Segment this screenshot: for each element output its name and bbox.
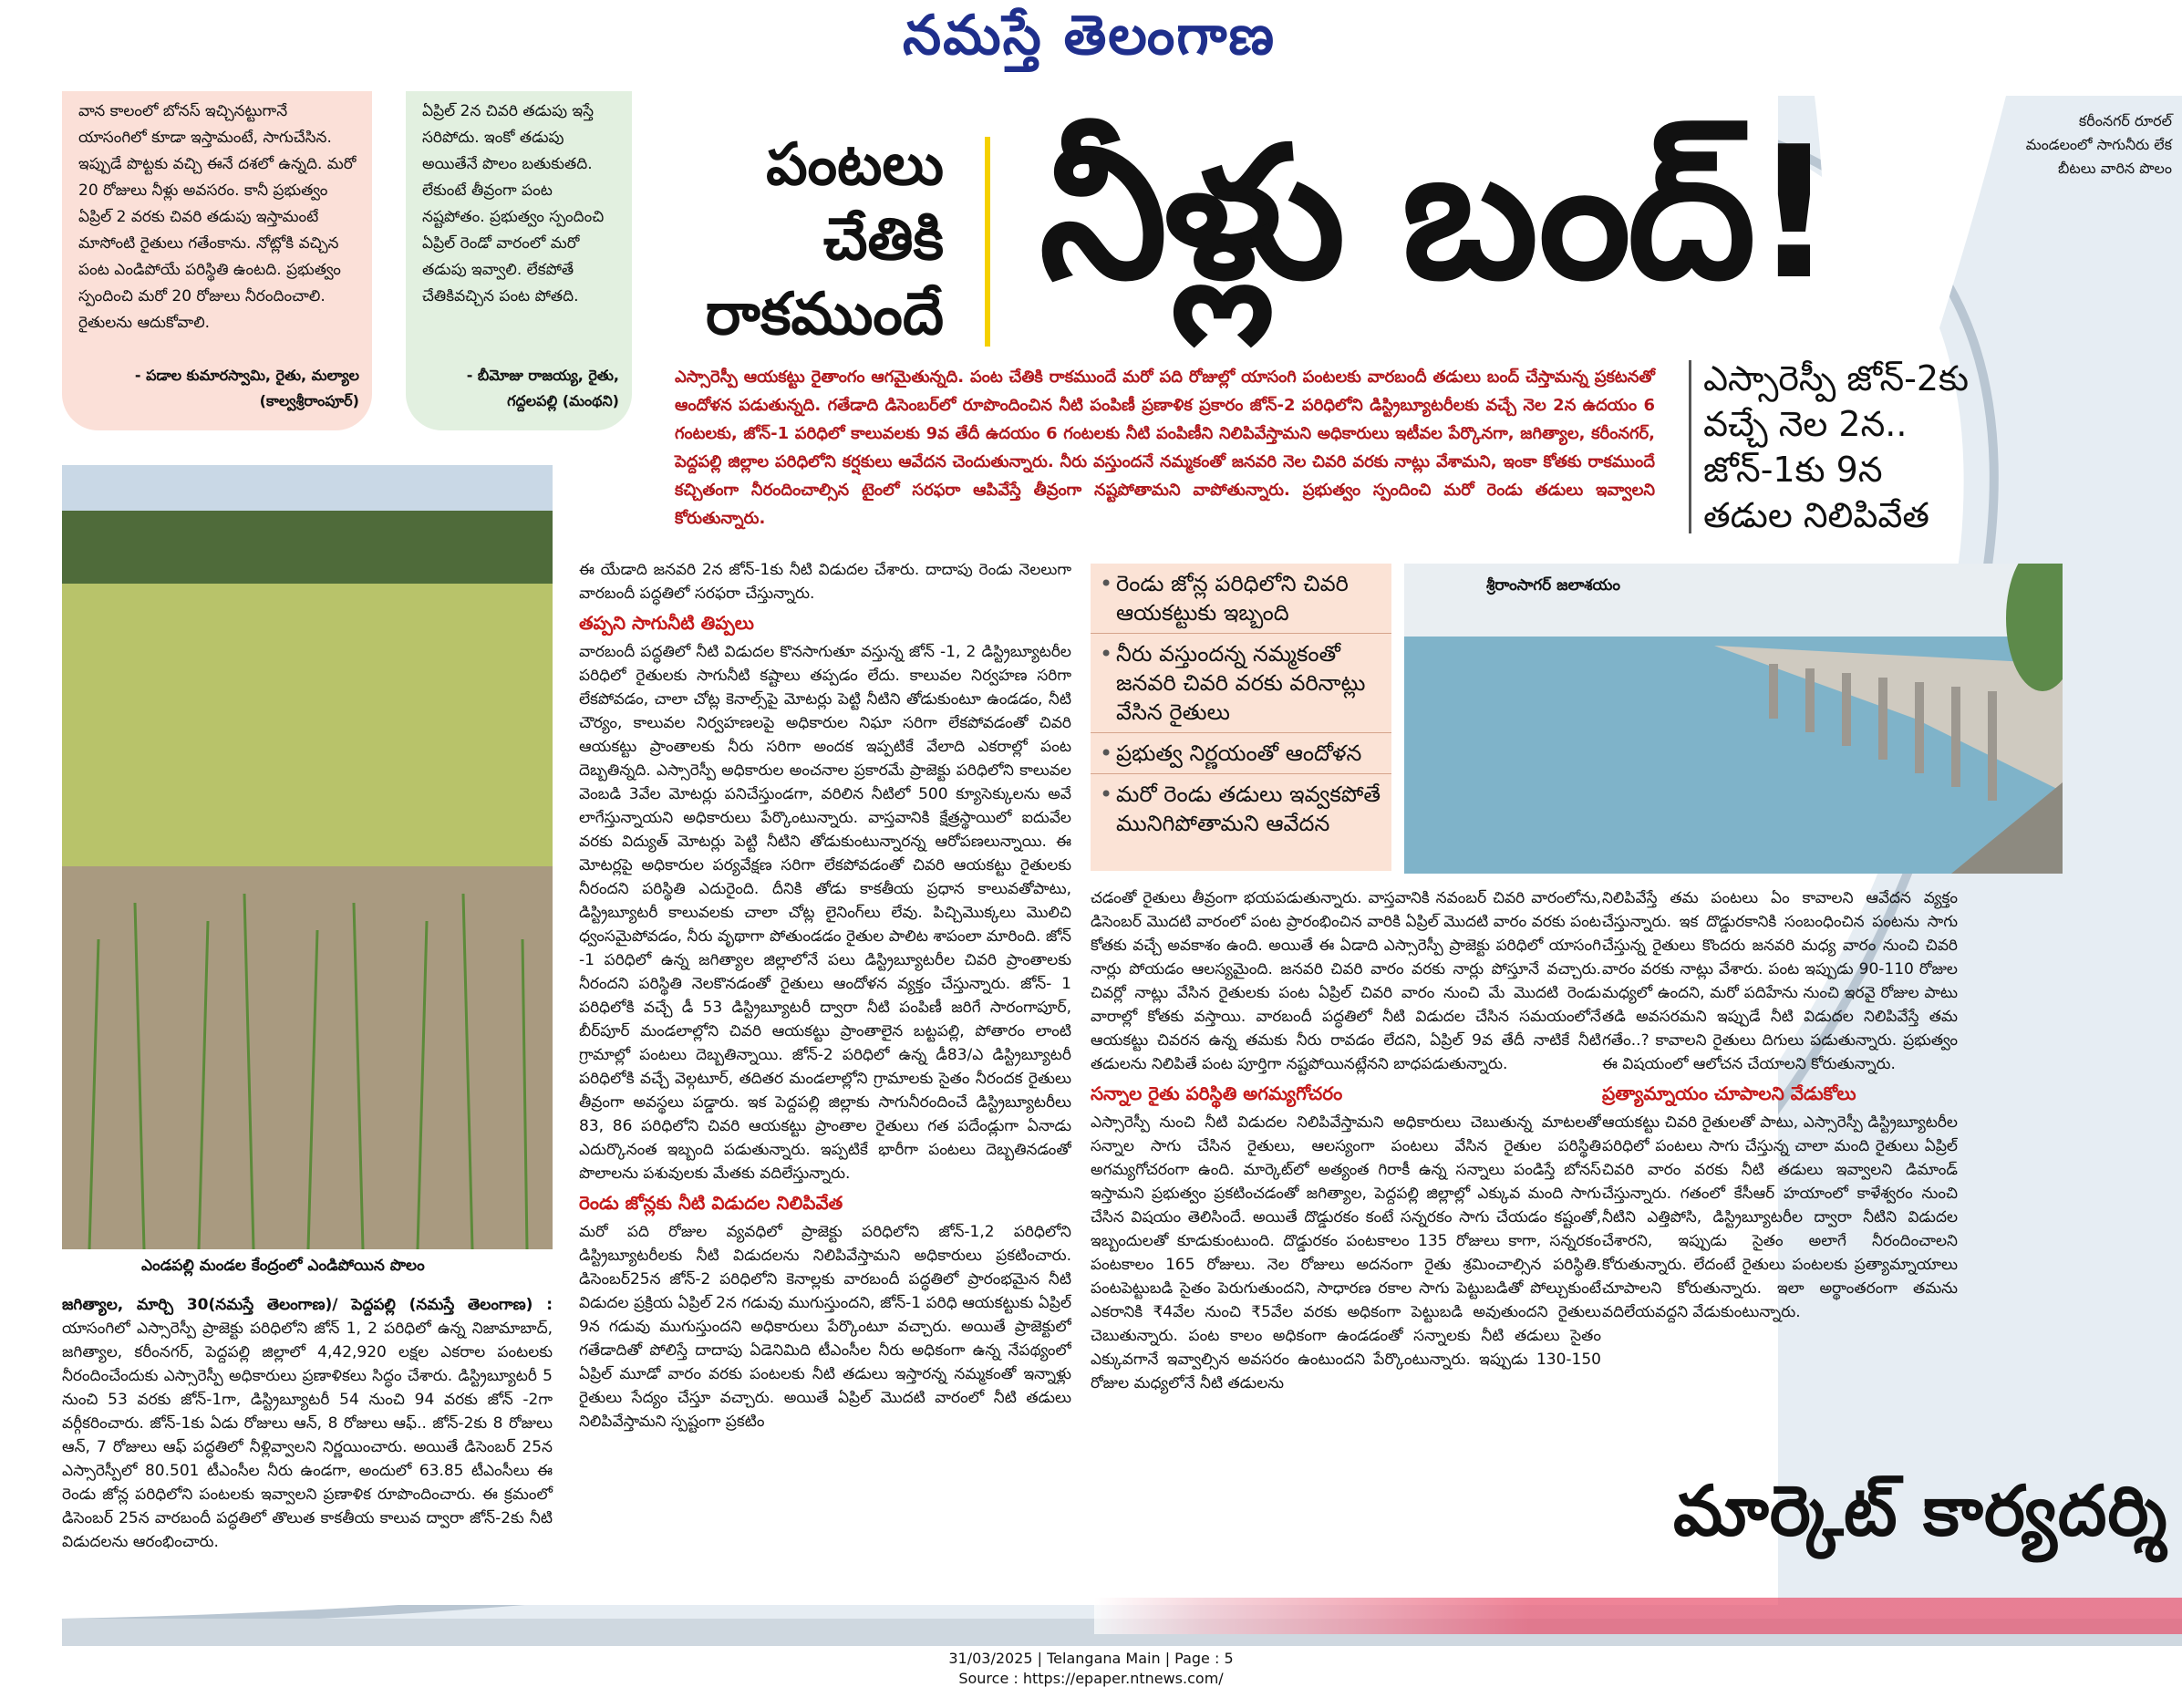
article-column-4 <box>1602 886 1958 1397</box>
subhead: రెండు జోన్లకు నీటి విడుదల నిలిపివేత <box>579 1192 843 1214</box>
deck-line: ఎస్సారెస్పీ జోన్-2కు <box>1703 358 1970 399</box>
column-lead: ఈ యేడాది జనవరి 2న జోన్-1కు నీటి విడుదల చేశారు. దాదాపు రెండు నెలలుగా వారబందీ పద్ధతిలో సరఫరా చేస్తున్నారు. <box>579 561 1071 603</box>
column-text: యాసంగిలో ఎస్సారెస్పీ ప్రాజెక్టు పరిధిలోని జోన్ 1, 2 పరిధిలో ఉన్న నిజామాబాద్, జగిత్యాల, కరీంనగర్, పెద్దపల్లి జిల్లాలో 4,42,920 లక్షల ఎకరాల పంటలకు నీరందించేందుకు ఎస్సారెస్పీ అధికారులు ప్రణాళికలు సిద్ధం చేశారు. డిస్ట్రిబ్యూటరీ 5 నుంచి 53 వరకు జోన్-1గా, డిస్ట్రిబ్యూటరీ 54 నుంచి 94 వరకు జోన్ -2గా వర్గీకరించారు. జోన్-1కు ఏడు రోజులు ఆన్, 8 రోజులు ఆఫ్.. జోన్-2కు 8 రోజులు ఆన్, 7 రోజులు ఆఫ్ పద్ధతిలో నీళ్లివ్వాలని నిర్ణయించారు. అయితే డిసెంబర్ 25న ఎస్సారెస్పీలో 80.501 టీఎంసీల నీరు ఉండగా, అందులో 63.85 టీఎంసీలు ఈ రెండు జోన్ల పరిధిలోని పంటలకు ఇవ్వాలని ప్రణాళిక రూపొందించారు. ఈ క్రమంలో డిసెంబర్ 25న వారబందీ పద్ధతిలో తొలుత కాకతీయ కాలువ ద్వారా జోన్-2కు నీటి విడుదలను ఆరంభించారు. <box>62 1320 553 1551</box>
footer-date: 31/03/2025 | Telangana Main | Page : 5 <box>948 1650 1234 1667</box>
article-column-1 <box>62 1293 553 1554</box>
kicker-bar <box>985 137 990 347</box>
deck <box>1703 356 1969 538</box>
deck-rule <box>1689 360 1691 533</box>
photo-caption: శ్రీరాంసాగర్ జలాశయం <box>1486 576 1621 595</box>
footer <box>0 1649 2182 1689</box>
deck-line: తడుల నిలిపివేత <box>1703 495 1929 535</box>
column-text: ఆయకట్టు చివరి రైతులతో పాటు, ఎస్సారెస్పీ డిస్ట్రిబ్యూటరీల పరిధిలో పంటలు సాగు చేస్తున్న చాలా మంది రైతులు ఏప్రిల్ చివరి వారం వరకు నీటి తడులు ఇవ్వాలని డిమాండ్ చేస్తున్నారు. గతంలో కేసీఆర్ హయాంలో కాళేశ్వరం నుంచి నీటిని ఎత్తిపోసి, డిస్ట్రిబ్యూటరీల ద్వారా నీటిని విడుదల చేశారని, ఇప్పుడు సైతం అలాగే నీరందించాలని కోరుతున్నారు. లేదంటే రైతులు పంటలకు ప్రత్యామ్నాయాలు చూపాలని కోరుతున్నారు. ఇలా అర్థాంతరంగా తమను వదిలేయవద్దని వేడుకుంటున్నారు. <box>1602 1113 1958 1321</box>
column-text: ఎస్సారెస్పీ నుంచి నీటి విడుదల నిలిపివేస్తామని అధికారులు చెబుతున్న మాటలతో సన్నాల సాగు చేసిన రైతులు, ఆలస్యంగా పంటలు వేసిన రైతుల పరిస్థితి అగమ్యగోచరంగా ఉంది. మార్కెట్‌లో అత్యంత గిరాకీ ఉన్న సన్నాలు పండిస్తే బోనస్ ఇస్తామని ప్రభుత్వం ప్రకటించడంతో జగిత్యాల, పెద్దపల్లి జిల్లాల్లో ఎక్కువ మంది సాగు చేసిన విషయం తెలిసిందే. అయితే దొడ్డురకం కంటే సన్నరకం సాగు చేయడం కష్టంతో, ఇబ్బందులతో కూడుకుంటుంది. దొడ్డురకం పంటకాలం 135 రోజులు కాగా, సన్నరకం పంటకాలం 165 రోజులు. నెల రోజులు అదనంగా రైతు శ్రమించాల్సిన పరిస్థితి. పంటపెట్టుబడి సైతం పెరుగుతుందని, సాధారణ రకాల సాగు పెట్టుబడితో పోల్చుకుంటే ఎకరానికి ₹4వేల నుంచి ₹5వేల వరకు అధికంగా పెట్టుబడి అవుతుందని రైతులు చెబుతున్నారు. పంట కాలం అధికంగా ఉండడంతో సన్నాలకు నీటి తడులు సైతం ఎక్కువగానే ఇవ్వాల్సిన అవసరం ఉంటుందని పేర్కొంటున్నారు. ఇప్పుడు 130-150 రోజుల మధ్యలోనే నీటి తడులను <box>1091 1113 1601 1392</box>
footer-source: Source : https://epaper.ntnews.com/ <box>958 1670 1224 1687</box>
farmer-quote-box-1 <box>62 91 372 430</box>
column-text: చడంతో రైతులు తీవ్రంగా భయపడుతున్నారు. వాస్తవానికి నవంబర్ చివరి వారంలోను, డిసెంబర్ మొదటి వారంలో పంట ప్రారంభించిన వారికి ఏప్రిల్ మొదటి వారం వరకు పంట కోతకు వచ్చే అవకాశం ఉంది. అయితే ఈ ఏడాది ఎస్సారెస్పీ ప్రాజెక్టు పరిధిలో యాసంగి నార్లు పోయడం ఆలస్యమైంది. జనవరి చివరి వారం వరకు నార్లు పోస్తూనే వచ్చారు. చివర్లో నాట్లు వేసిన రైతులకు పంట ఏప్రిల్ చివరి వారం నుంచి మే మొదటి రెండు వారాల్లో కోతకు వస్తాయి. వారబందీ పద్ధతిలో నీటి విడుదల చేసిన సమయంలోనే ఆయకట్టు చివరన ఉన్న తమకు నీరు రావడం లేదని, ఏప్రిల్ 9వ తేదీ నాటికే నీటి తడులను నిలిపితే పంట పూర్తిగా నష్టపోయినట్లేనని బాధపడుతున్నారు. <box>1091 889 1601 1073</box>
field-image <box>62 465 553 1249</box>
highlight-item: • ప్రభుత్వ నిర్ణయంతో ఆందోళన <box>1091 733 1391 774</box>
column-text: మరో పది రోజుల వ్యవధిలో ప్రాజెక్టు పరిధిలోని జోన్-1,2 పరిధిలోని డిస్ట్రిబ్యూటరీలకు నీటి విడుదలను నిలిపివేస్తామని అధికారులు ప్రకటించారు. డిసెంబర్25న జోన్-2 పరిధిలోని కెనాల్లకు వారబందీ పద్ధతిలో ప్రారంభమైన నీటి విడుదల ప్రక్రియ ఏప్రిల్ 2న గడువు ముగుస్తుందని, జోన్-1 పరిధి ఆయకట్టుకు ఏప్రిల్ 9న గడువు ముగుస్తుందని అధికారులు పేర్కొంటూ వచ్చారు. అయితే ప్రాజెక్టులో గతేడాదితో పోలిస్తే దాదాపు ఏడెనిమిది టీఎంసీల నీరు అధికంగా ఉన్న నేపథ్యంలో ఏప్రిల్ మూడో వారం వరకు పంటలకు నీటి తడులు ఇస్తారన్న నమ్మకంతో ఇన్నాళ్లు రైతులు సేద్యం చేస్తూ వచ్చారు. అయితే ఏప్రిల్ మొదటి వారంలో నీటి తడులు నిలిపివేస్తామని స్పష్టంగా ప్రకటిం <box>579 1223 1071 1431</box>
highlights-box <box>1091 564 1391 871</box>
kicker-line: చేతికి <box>822 206 944 274</box>
dateline: జగిత్యాల, మార్చి 30(నమస్తే తెలంగాణ)/ పెద్దపల్లి (నమస్తే తెలంగాణ) : <box>62 1296 553 1314</box>
reservoir-photo <box>1404 564 2063 874</box>
kicker-line: రాకముందే <box>705 281 944 348</box>
teaser-headline-strip <box>1094 1598 2182 1634</box>
article-column-2 <box>579 558 1071 1607</box>
next-article-headline: మార్కెట్ కార్యదర్శి <box>1673 1470 2168 1551</box>
photo-caption: ఎండపల్లి మండల కేంద్రంలో ఎండిపోయిన పొలం <box>141 1257 425 1275</box>
deck-line: జోన్-1కు 9న <box>1703 450 1883 490</box>
quote-signature: - బీమోజు రాజయ్య, రైతు, గద్దలపల్లి (మంథని) <box>466 367 619 409</box>
farmer-quote-box-2 <box>406 91 632 430</box>
standfirst: ఎస్సారెస్పీ ఆయకట్టు రైతాంగం ఆగమైతున్నది. పంట చేతికి రాకముందే మరో పది రోజుల్లో యాసంగి పంటలకు వారబందీ తడులు బంద్ చేస్తామన్న ప్రకటనతో ఆందోళన పడుతున్నది. గతేడాది డిసెంబర్‌లో రూపొందించిన నీటి పంపిణీ ప్రణాళిక ప్రకారం జోన్-2 పరిధిలోని డిస్ట్రిబ్యూటరీలకు వచ్చే నెల 2న ఉదయం 6 గంటలకు, జోన్-1 పరిధిలో కాలువలకు 9వ తేదీ ఉదయం 6 గంటలకు నీటి పంపిణీని నిలిపివేస్తామని అధికారులు ఇటీవల పేర్కొనగా, జగిత్యాల, కరీంనగర్, పెద్దపల్లి జిల్లాల పరిధిలోని కర్షకులు ఆవేదన చెందుతున్నారు. నీరు వస్తుందనే నమ్మకంతో జనవరి నెల చివరి వరకు నాట్లు వేశామని, ఇంకా కోతకు రాకముందే కచ్చితంగా నీరందించాల్సిన టైంలో సరఫరా ఆపివేస్తే తీవ్రంగా నష్టపోతామని వాపోతున్నారు. ప్రభుత్వం స్పందించి మరో రెండు తడులు ఇవ్వాలని కోరుతున్నారు. <box>675 367 1655 528</box>
subhead: తప్పని సాగునీటి తిప్పలు <box>579 612 754 634</box>
kicker-line: పంటలు <box>766 131 944 199</box>
article-column-3 <box>1091 886 1601 1461</box>
column-text: నిలిపివేస్తే తమ పంటలు ఏం కావాలని ఆవేదన వ్యక్తం చేస్తున్నారు. ఇక దొడ్డురకానికి సంబంధించిన పంటను సాగు చేస్తున్న రైతులు కొందరు జనవరి మధ్య వారం నుంచి చివరి వారం వరకు నాట్లు వేశారు. పంట ఇప్పుడు 90-110 రోజుల మధ్యలో ఉందని, మరో పదిహేను నుంచి ఇరవై రోజుల పాటు తడి అవసరమని ఇప్పుడే నీటి విడుదల నిలిపివేస్తే తమ గతేం..? కావాలని రైతులు దిగులు పడుతున్నారు. ప్రభుత్వం ఈ విషయంలో ఆలోచన చేయాలని కోరుతున్నారు. <box>1602 889 1958 1073</box>
highlight-item: • రెండు జోన్ల పరిధిలోని చివరి ఆయకట్టుకు ఇబ్బంది <box>1091 564 1391 634</box>
dried-field-photo <box>62 465 553 1249</box>
column-text: వారబందీ పద్ధతిలో నీటి విడుదల కొనసాగుతూ వస్తున్న జోన్ -1, 2 డిస్ట్రిబ్యూటరీల పరిధిలో రైతులకు సాగునీటి కష్టాలు తప్పడం లేదు. కాలువల నిర్వహణ సరిగా లేకపోవడం, చాలా చోట్ల కెనాల్స్‌పై మోటర్లు పెట్టి నీటిని తోడుకుంటూ ఉండడం, నీటి చౌర్యం, కాలువల నిర్వహణలపై అధికారుల నిఘా సరిగా లేకపోవడంతో చివరి ఆయకట్టు ప్రాంతాలకు నీరు సరిగా అందక ఇప్పటికే వేలాది ఎకరాల్లో పంట దెబ్బతిన్నది. ఎస్సారెస్పీ అధికారుల అంచనాల ప్రకారమే ప్రాజెక్టు పరిధిలోని కాలువల వెంబడి 3వేల మోటర్లు పనిచేస్తుండగా, వరిలిన నీటిలో 500 క్యూసెక్కులను అవే లాగేస్తున్నాయని అధికారులు పేర్కొంటున్నారు. వాస్తవానికి క్షేత్రస్థాయిలో ఐదువేల వరకు విద్యుత్ మోటర్లు పెట్టి నీటిని తోడుకుంటున్నారన్న ఆరోపణలున్నాయి. ఈ మోటర్లపై అధికారుల పర్యవేక్షణ సరిగా లేకపోవడంతో చివరి ఆయకట్టు రైతులకు నీరందని పరిస్థితి ఎదురైంది. దీనికి తోడు కాకతీయ ప్రధాన కాలువతోపాటు, డిస్ట్రిబ్యూటరీ కాలువలకు చాలా చోట్ల లైనింగ్‌లు లేవు. పిచ్చిమొక్కలు మొలిచి ధ్వంసమైపోవడం, నీరు వృథాగా పోతుండడం రైతుల పాలిట శాపంలా మారింది. జోన్ -1 పరిధిలో ఉన్న జగిత్యాల జిల్లాలోనే పలు డిస్ట్రిబ్యూటరీల చివరి ప్రాంతాలకు నీరందని పరిస్థితి నెలకొనడంతో రైతులు ఆందోళన వ్యక్తం చేస్తున్నారు. జోన్- 1 పరిధిలోకి వచ్చే డీ 53 డిస్ట్రిబ్యూటరీ ద్వారా నీటి పంపిణీ జరిగే సారంగాపూర్, బీర్‌పూర్ మండలాల్లోని చివరి ఆయకట్టు ప్రాంతాలైన బట్టపల్లి, పోతారం లాంటి గ్రామాల్లో పంటలు దెబ్బతిన్నాయి. జోన్-2 పరిధిలో ఉన్న డీ83/ఎ డిస్ట్రిబ్యూటరీ పరిధిలోకి వచ్చే వెల్గటూర్, తదితర మండలాల్లోని గ్రామాలకు సైతం నీరందక రైతులు తీవ్రంగా అవస్థలు పడ్డారు. ఇక పెద్దపల్లి జిల్లాకు సాగునీరందించే డిస్ట్రిబ్యూటరీలు 83, 86 పరిధిలోని చివరి ఆయకట్టు ప్రాంతాల రైతులు గత పదేండ్లుగా ఏనాడు ఎదుర్కొనంత ఇబ్బంది పడుతున్నారు. ఇప్పటికే భారీగా పంటలు దెబ్బతినడంతో పొలాలను పశువులకు మేతకు వదిలేస్తున్నారు. <box>579 643 1071 1183</box>
quote-text: వాన కాలంలో బోనస్ ఇచ్చినట్టుగానే యాసంగిలో కూడా ఇస్తామంటే, సాగుచేసిన. ఇప్పుడే పొట్టకు వచ్చి ఈనే దశలో ఉన్నది. మరో 20 రోజులు నీళ్లు అవసరం. కానీ ప్రభుత్వం ఏప్రిల్ 2 వరకు చివరి తడుపు ఇస్తామంటే మాసోంటి రైతులు గతేంకాను. నోట్లోకి వచ్చిన పంట ఎండిపోయే పరిస్థితి ఉంటది. ప్రభుత్వం స్పందించి మరో 20 రోజులు నీరందించాలి. రైతులను ఆదుకోవాలి. <box>78 102 357 332</box>
deck-line: వచ్చే నెల 2న.. <box>1703 404 1908 444</box>
quote-text: ఏప్రిల్ 2న చివరి తడుపు ఇస్తే సరిపోదు. ఇంకో తడుపు అయితేనే పొలం బతుకుతది. లేకుంటే తీవ్రంగా పంట నష్టపోతం. ప్రభుత్వం స్పందించి ఏప్రిల్ రెండో వారంలో మరో తడుపు ఇవ్వాలి. లేకపోతే చేతికివచ్చిన పంట పోతది. <box>422 102 605 305</box>
quote-signature: - పడాల కుమారస్వామి, రైతు, మల్యాల (కాల్వశ్రీరాంపూర్) <box>134 367 359 409</box>
headline: నీళ్లు బంద్! <box>1039 108 1833 320</box>
highlight-item: • మరో రెండు తడులు ఇవ్వకపోతే మునిగిపోతామని ఆవేదన <box>1091 774 1391 844</box>
masthead: నమస్తే తెలంగాణ <box>903 4 1277 67</box>
kicker <box>670 128 944 352</box>
reservoir-image <box>1404 564 2063 874</box>
subhead: ప్రత్యామ్నాయం చూపాలని వేడుకోలు <box>1602 1082 1856 1104</box>
subhead: సన్నాల రైతు పరిస్థితి అగమ్యగోచరం <box>1091 1082 1343 1104</box>
highlight-item: • నీరు వస్తుందన్న నమ్మకంతో జనవరి చివరి వరకు వరినాట్లు వేసిన రైతులు <box>1091 634 1391 733</box>
side-photo-caption: కరీంనగర్ రూరల్ మండలంలో సాగునీరు లేక బీటలు వారిన పొలం <box>2025 112 2172 177</box>
